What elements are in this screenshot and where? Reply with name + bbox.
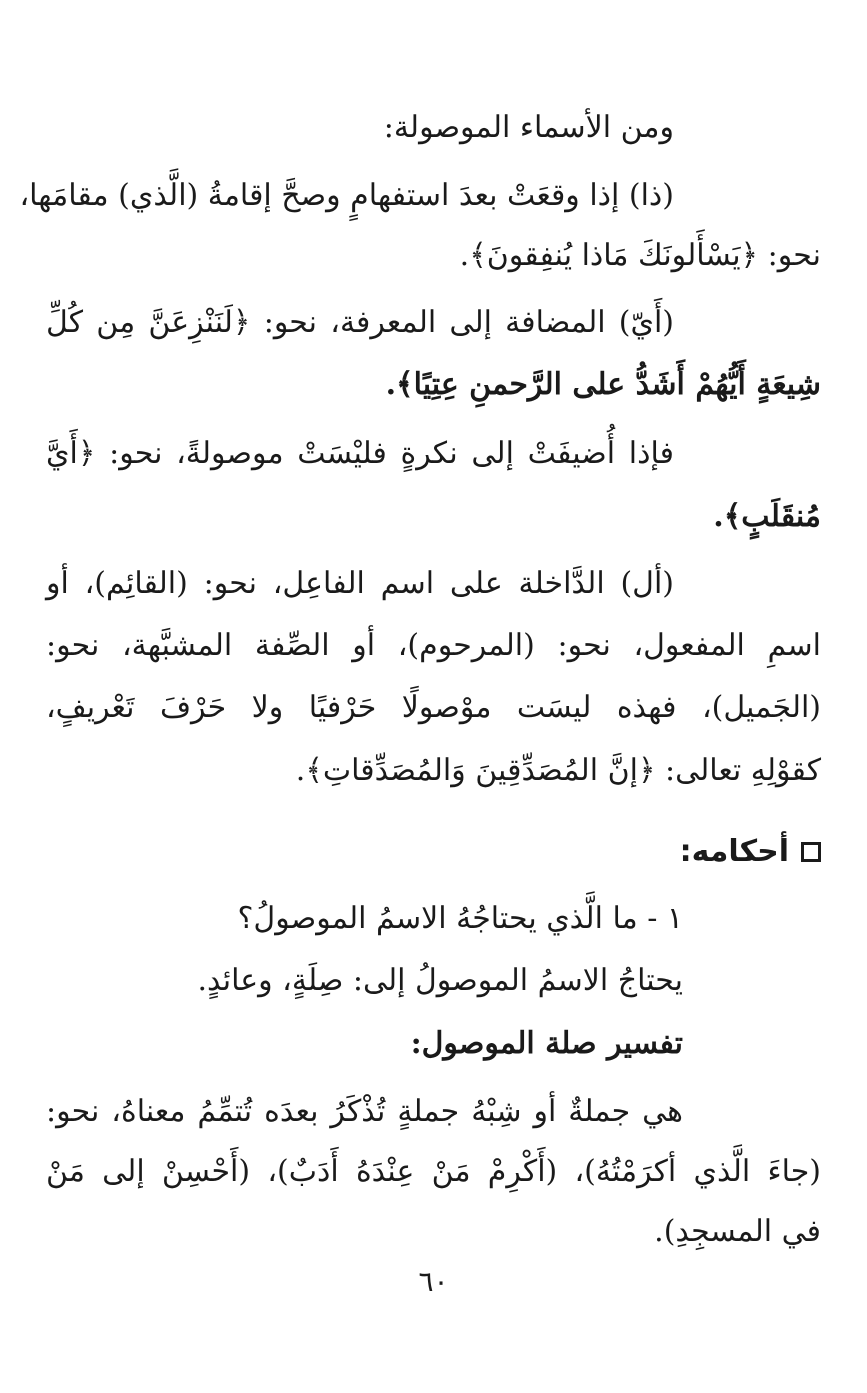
- text-line: (أل) الدَّاخلة على اسم الفاعِل، نحو: (القائِم)، أو: [46, 566, 674, 601]
- subheading: تفسير صلة الموصول:: [410, 1026, 683, 1061]
- text-line: (ذا) إذا وقعَتْ بعدَ استفهامٍ وصحَّ إقامةُ (الَّذي) مقامَها،: [19, 178, 674, 213]
- text-line: فإذا أُضيفَتْ إلى نكرةٍ فليْسَتْ موصولةً، نحو: ﴿أَيَّ: [46, 436, 674, 471]
- page-number: ٦٠: [418, 1265, 449, 1298]
- section-heading: [680, 832, 821, 872]
- text-line: كقوْلِهِ تعالى: ﴿إنَّ المُصَدِّقِينَ وَالمُصَدِّقاتِ﴾.: [295, 753, 821, 788]
- text-line: (الجَميل)، فهذه ليسَت موْصولًا حَرْفيًا ولا حَرْفَ تَعْريفٍ،: [46, 690, 821, 725]
- text-line: ١ - ما الَّذي يحتاجُهُ الاسمُ الموصولُ؟: [237, 901, 683, 936]
- text-line: شِيعَةٍ أَيُّهُمْ أَشَدُّ على الرَّحمنِ عِتِيًا﴾.: [385, 367, 821, 402]
- square-bullet-icon: [801, 842, 821, 862]
- text-line: (جاءَ الَّذي أكرَمْتُهُ)، (أَكْرِمْ مَنْ عِنْدَهُ أَدَبٌ)، (أَحْسِنْ إلى مَنْ: [46, 1154, 821, 1189]
- text-line: في المسجِدِ).: [654, 1214, 821, 1249]
- text-line: (أَيّ) المضافة إلى المعرفة، نحو: ﴿لَنَنْزِعَنَّ مِن كُلِّ: [46, 305, 674, 340]
- text-line: مُنقَلَبٍ﴾.: [713, 499, 821, 534]
- text-line: يحتاجُ الاسمُ الموصولُ إلى: صِلَةٍ، وعائدٍ.: [197, 963, 683, 998]
- text-line: ومن الأسماء الموصولة:: [383, 110, 674, 145]
- text-line: هي جملةٌ أو شِبْهُ جملةٍ تُذْكَرُ بعدَه تُتمِّمُ معناهُ، نحو:: [46, 1094, 683, 1129]
- text-line: اسمِ المفعول، نحو: (المرحوم)، أو الصِّفة المشبَّهة، نحو:: [46, 628, 821, 663]
- section-heading-text: أحكامه:: [679, 834, 789, 869]
- text-line: نحو: ﴿يَسْأَلونَكَ مَاذا يُنفِقونَ﴾.: [459, 238, 821, 273]
